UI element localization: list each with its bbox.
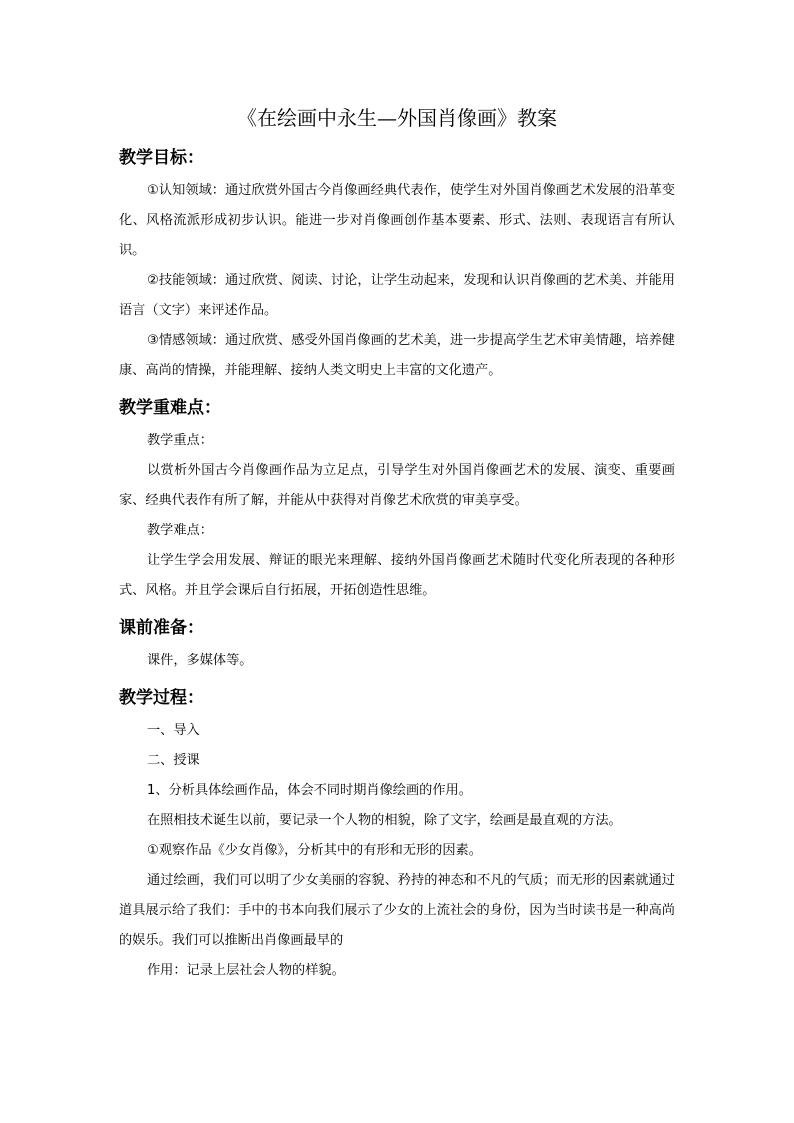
difficulty-text: 让学生学会用发展、辩证的眼光来理解、接纳外国肖像画艺术随时代变化所表现的各种形式、风格。并且学会课后自行拓展，开拓创造性思维。	[119, 553, 675, 598]
key-point-label: 教学重点：	[147, 433, 213, 448]
process-substep-1: 1、分析具体绘画作品，体会不同时期肖像绘画的作用。	[147, 783, 472, 798]
section-key-points	[119, 396, 675, 606]
process-step-intro: 一、导入	[147, 723, 200, 738]
section-objectives	[119, 146, 675, 386]
process-step-teaching: 二、授课	[147, 753, 200, 768]
process-function-text: 作用：记录上层社会人物的样貌。	[147, 963, 345, 978]
section-heading-process: 教学过程：	[119, 688, 204, 708]
section-heading-objectives: 教学目标：	[119, 148, 204, 168]
process-observe-artwork: ①观察作品《少女肖像》，分析其中的有形和无形的因素。	[147, 843, 482, 858]
objective-emotional: ③情感领域：通过欣赏、感受外国肖像画的艺术美，进一步提高学生艺术审美情趣，培养健康、高尚的情操，并能理解、接纳人类文明史上丰富的文化遗产。	[119, 333, 675, 378]
process-analysis-text: 通过绘画，我们可以明了少女美丽的容貌、矜持的神态和不凡的气质；而无形的因素就通过道具展示给了我们：手中的书本向我们展示了少女的上流社会的身份，因为当时读书是一种高尚的娱乐。我们可以推断出肖像画最早的	[119, 873, 675, 948]
key-point-text: 以赏析外国古今肖像画作品为立足点，引导学生对外国肖像画艺术的发展、演变、重要画家、经典代表作有所了解，并能从中获得对肖像艺术欣赏的审美享受。	[119, 463, 675, 508]
section-preparation	[119, 616, 675, 676]
objective-skills: ②技能领域：通过欣赏、阅读、讨论，让学生动起来，发现和认识肖像画的艺术美、并能用语言（文字）来评述作品。	[119, 273, 675, 318]
document-body	[119, 146, 675, 986]
objective-cognitive: ①认知领域：通过欣赏外国古今肖像画经典代表作，使学生对外国肖像画艺术发展的沿革变化、风格流派形成初步认识。能进一步对肖像画创作基本要素、形式、法则、表现语言有所认识。	[119, 183, 675, 258]
section-heading-key-points: 教学重难点：	[119, 398, 221, 418]
section-heading-preparation: 课前准备：	[119, 618, 204, 638]
process-text-photography: 在照相技术诞生以前，要记录一个人物的相貌，除了文字，绘画是最直观的方法。	[147, 813, 622, 828]
preparation-text: 课件，多媒体等。	[147, 653, 253, 668]
section-process	[119, 686, 675, 986]
difficulty-label: 教学难点：	[147, 523, 213, 538]
document-title: 《在绘画中永生—外国肖像画》教案	[237, 106, 557, 130]
